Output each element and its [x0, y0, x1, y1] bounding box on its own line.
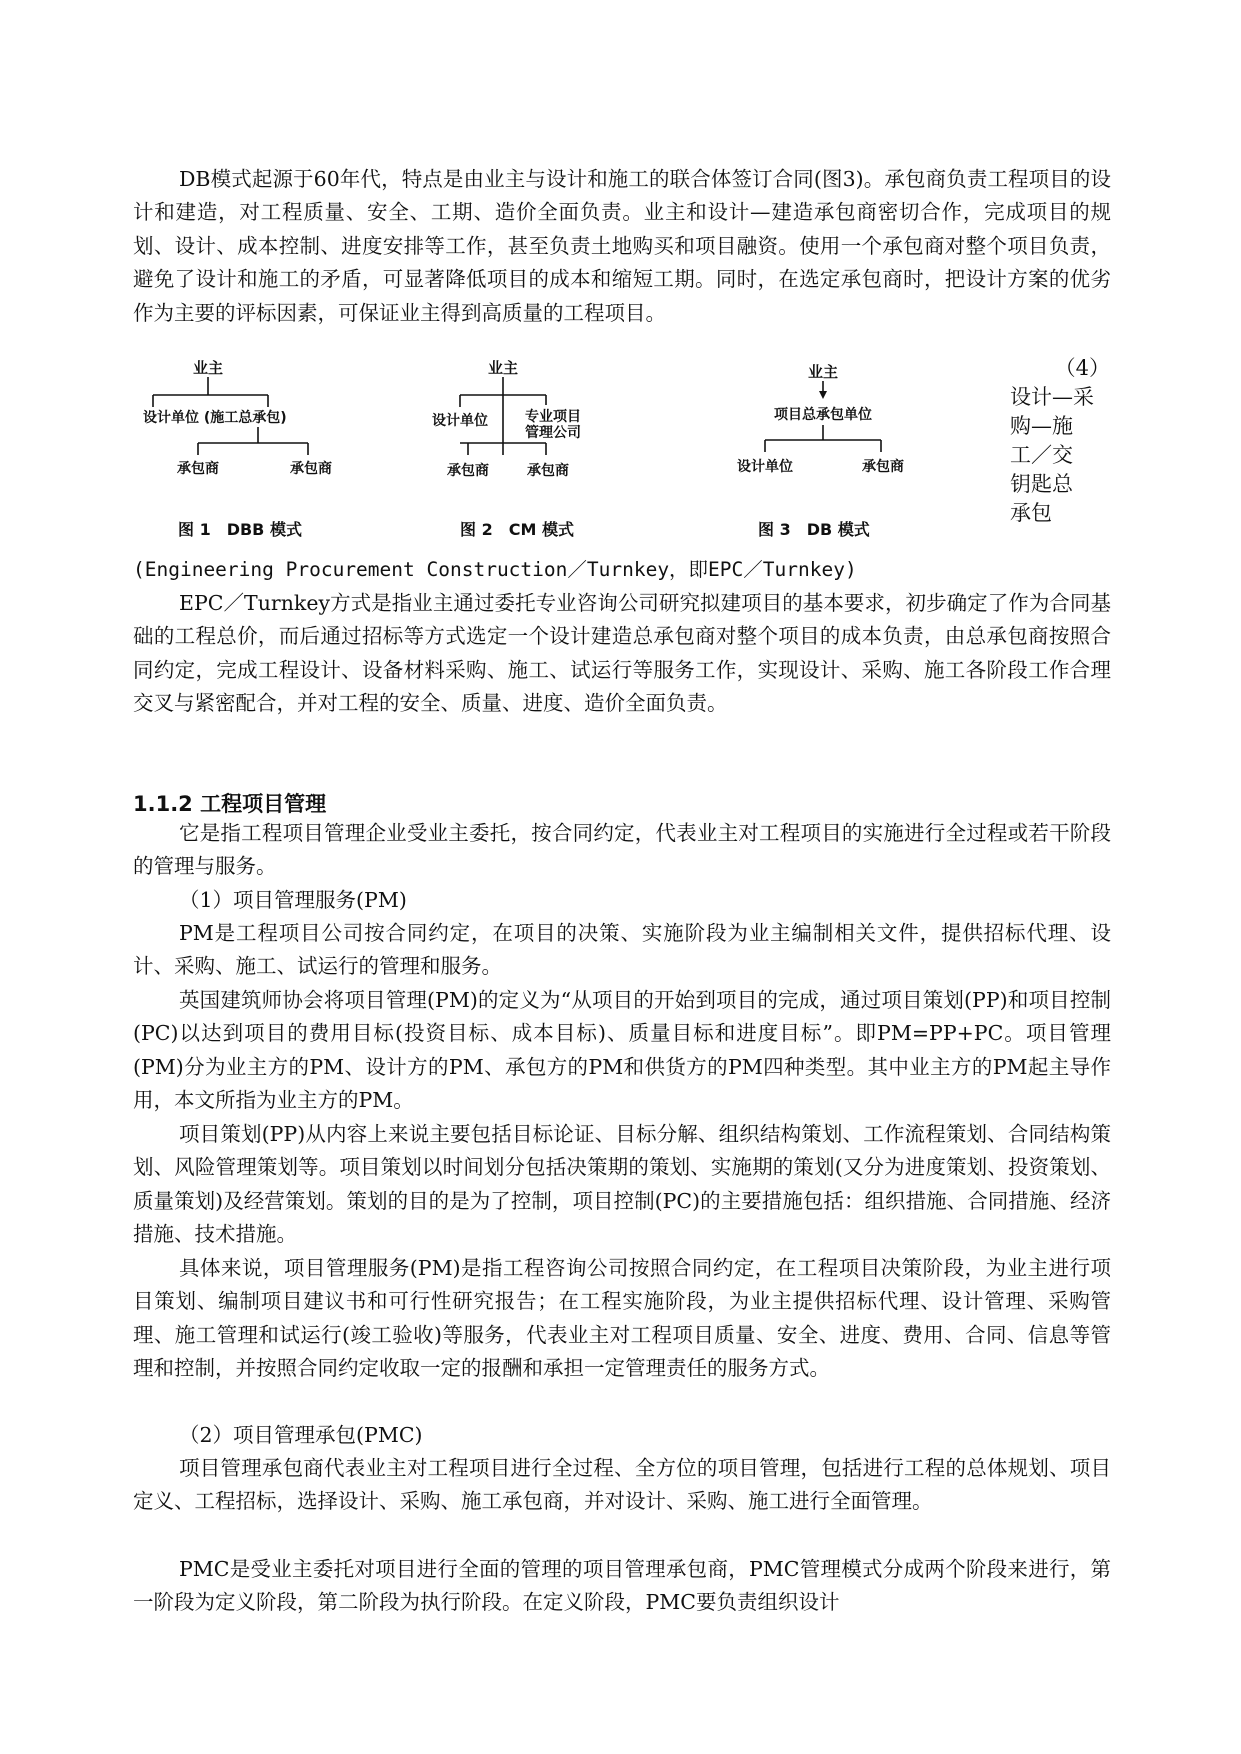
fig3-caption: 图 3 DB 模式 — [758, 520, 870, 539]
fig3-general-contractor: 项目总承包单位 — [774, 407, 872, 423]
fig2-design-unit: 设计单位 — [432, 413, 488, 429]
side-note-line-2: 购—施 — [1010, 414, 1073, 438]
side-note-number: （4） — [1054, 356, 1110, 380]
figure-2-cm — [432, 359, 581, 539]
paragraph-pm-riba: 英国建筑师协会将项目管理(PM)的定义为“从项目的开始到项目的完成，通过项目策划(PP)和项目控制(PC)以达到项目的费用目标(投资目标、成本目标)、质量目标和进度目标”。即PM=PP+PC。项目管理(PM)分为业主方的PM、设计方的PM、承包方的PM和供货方的PM四种类型。其中业主方的PM起主导作用，本文所指为业主方的PM。 — [133, 988, 1111, 1113]
side-note-line-4: 钥匙总 — [1010, 472, 1073, 496]
subheading-pm: （1）项目管理服务(PM) — [179, 888, 407, 912]
paragraph-db-mode: DB模式起源于60年代，特点是由业主与设计和施工的联合体签订合同(图3)。承包商负责工程项目的设计和建造，对工程质量、安全、工期、造价全面负责。业主和设计—建造承包商密切合作，完成项目的规划、设计、成本控制、进度安排等工作，甚至负责土地购买和项目融资。使用一个承包商对整个项目负责，避免了设计和施工的矛盾，可显著降低项目的成本和缩短工期。同时，在选定承包商时，把设计方案的优劣作为主要的评标因素，可保证业主得到高质量的工程项目。 — [133, 167, 1111, 325]
paragraph-pm-definition: PM是工程项目公司按合同约定，在项目的决策、实施阶段为业主编制相关文件，提供招标代理、设计、采购、施工、试运行的管理和服务。 — [133, 921, 1111, 979]
side-note-line-3: 工／交 — [1010, 443, 1073, 467]
figure-1-dbb — [143, 359, 332, 539]
paragraph-pm-intro: 它是指工程项目管理企业受业主委托，按合同约定，代表业主对工程项目的实施进行全过程或若干阶段的管理与服务。 — [133, 821, 1111, 879]
paragraph-pp-pc: 项目策划(PP)从内容上来说主要包括目标论证、目标分解、组织结构策划、工作流程策划、合同结构策划、风险管理策划等。项目策划以时间划分包括决策期的策划、实施期的策划(又分为进度策划、投资策划、质量策划)及经营策划。策划的目的是为了控制，项目控制(PC)的主要措施包括：组织措施、合同措施、经济措施、技术措施。 — [133, 1122, 1111, 1247]
epc-side-note — [1010, 354, 1110, 528]
paragraph-epc: EPC／Turnkey方式是指业主通过委托专业咨询公司研究拟建项目的基本要求，初步确定了作为合同基础的工程总价，而后通过招标等方式选定一个设计建造总承包商对整个项目的成本负责，由总承包商按照合同约定，完成工程设计、设备材料采购、施工、试运行等服务工作，实现设计、采购、施工各阶段工作合理交叉与紧密配合，并对工程的安全、质量、进度、造价全面负责。 — [133, 591, 1111, 716]
fig1-design-unit: 设计单位 (施工总承包) — [143, 410, 287, 426]
fig2-contractor-1: 承包商 — [447, 463, 489, 479]
figure-strip — [133, 355, 1133, 545]
fig1-contractor-1: 承包商 — [177, 461, 219, 477]
paragraph-pm-detail: 具体来说，项目管理服务(PM)是指工程咨询公司按照合同约定，在工程项目决策阶段，为业主进行项目策划、编制项目建议书和可行性研究报告；在工程实施阶段，为业主提供招标代理、设计管理、采购管理、施工管理和试运行(竣工验收)等服务，代表业主对工程项目质量、安全、进度、费用、合同、信息等管理和控制，并按照合同约定收取一定的报酬和承担一定管理责任的服务方式。 — [133, 1256, 1111, 1381]
fig1-owner: 业主 — [192, 359, 224, 377]
paragraph-pmc-phases: PMC是受业主委托对项目进行全面的管理的项目管理承包商，PMC管理模式分成两个阶段来进行，第一阶段为定义阶段，第二阶段为执行阶段。在定义阶段，PMC要负责组织设计 — [133, 1557, 1111, 1615]
fig2-pm-company-line2: 管理公司 — [525, 425, 581, 441]
side-note-line-1: 设计—采 — [1010, 385, 1094, 409]
paragraph-pmc-intro: 项目管理承包商代表业主对工程项目进行全过程、全方位的项目管理，包括进行工程的总体规划、项目定义、工程招标，选择设计、采购、施工承包商，并对设计、采购、施工进行全面管理。 — [133, 1456, 1111, 1514]
fig3-design-unit: 设计单位 — [737, 459, 793, 475]
section-heading-project-management: 1.1.2 工程项目管理 — [133, 792, 327, 816]
fig2-pm-company-line1: 专业项目 — [525, 409, 581, 425]
side-note-line-5: 承包 — [1010, 501, 1052, 525]
fig3-owner: 业主 — [807, 363, 839, 381]
fig2-caption: 图 2 CM 模式 — [460, 520, 574, 539]
fig2-owner: 业主 — [487, 359, 519, 377]
fig3-contractor: 承包商 — [862, 459, 904, 475]
figure-3-db — [737, 363, 904, 539]
fig2-contractor-2: 承包商 — [527, 463, 569, 479]
fig1-caption: 图 1 DBB 模式 — [178, 520, 302, 539]
subheading-pmc: （2）项目管理承包(PMC) — [179, 1423, 423, 1447]
epc-definition-line: (Engineering Procurement Construction／Turnkey，即EPC／Turnkey) — [133, 558, 857, 581]
fig1-contractor-2: 承包商 — [290, 461, 332, 477]
